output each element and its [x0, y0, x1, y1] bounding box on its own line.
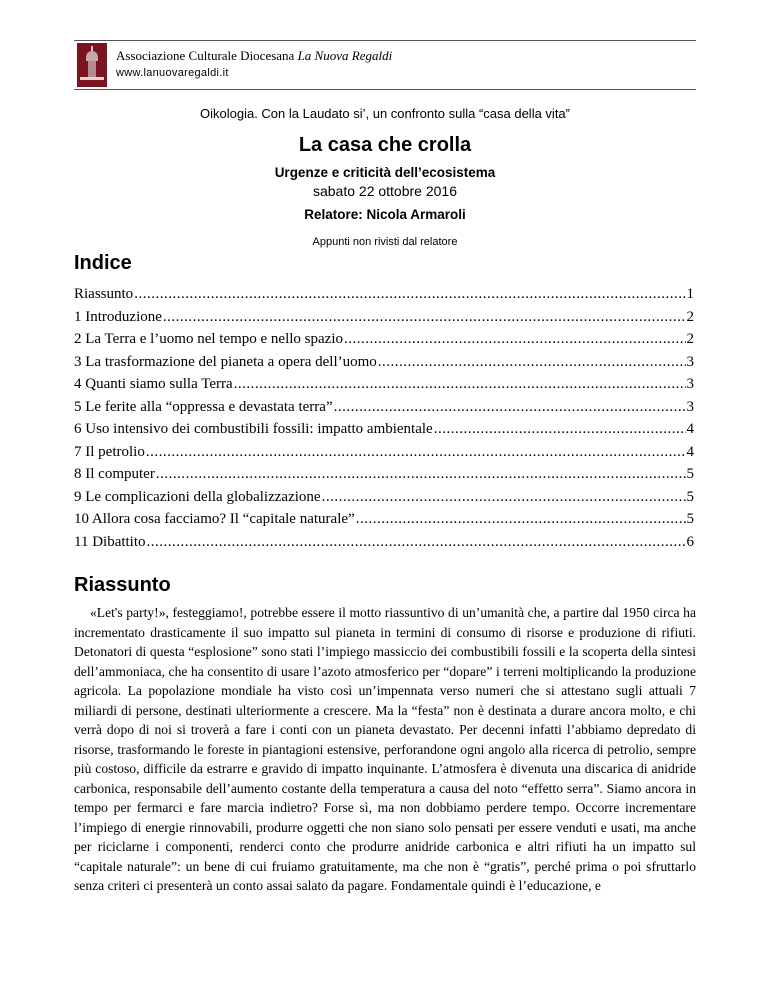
toc-entry-title: 5 Le ferite alla “oppressa e devastata terra” — [74, 398, 333, 415]
toc-leader-dots — [334, 396, 686, 419]
series-title: Oikologia. Con la Laudato si’, un confronto sulla “casa della vita” — [200, 106, 570, 121]
toc-entry-page: 1 — [686, 286, 694, 302]
event-date: sabato 22 ottobre 2016 — [312, 183, 457, 199]
summary-heading: Riassunto — [74, 574, 171, 596]
toc-entry-page: 4 — [686, 421, 694, 437]
toc-entry-title: 1 Introduzione — [74, 308, 162, 325]
association-name-regular: Associazione Culturale Diocesana — [116, 48, 295, 63]
association-name-italic: La Nuova Regaldi — [297, 48, 393, 63]
index-heading: Indice — [74, 252, 132, 274]
toc-entry-page: 4 — [686, 443, 694, 460]
toc-entry-title: 6 Uso intensivo dei combustibili fossili: impatto ambientale — [74, 421, 433, 437]
toc-entry-page: 5 — [686, 511, 694, 527]
toc-entry[interactable] — [74, 351, 694, 374]
toc-entry-title: 8 Il computer — [74, 466, 155, 482]
association-logo — [77, 43, 107, 87]
toc-entry-title: 4 Quanti siamo sulla Terra — [74, 376, 233, 392]
toc-entry-page: 2 — [686, 308, 694, 325]
toc-leader-dots — [146, 441, 686, 464]
toc-entry[interactable] — [74, 306, 694, 329]
toc-entry[interactable] — [74, 373, 694, 396]
toc-entry-page: 6 — [686, 533, 694, 550]
toc-entry[interactable] — [74, 486, 694, 509]
toc-leader-dots — [378, 351, 686, 374]
toc-entry-title: 7 Il petrolio — [74, 443, 145, 460]
association-name — [116, 48, 392, 64]
toc-entry[interactable] — [74, 531, 694, 554]
toc-leader-dots — [434, 418, 686, 441]
table-of-contents — [74, 283, 694, 553]
toc-entry-page: 3 — [686, 353, 694, 370]
toc-entry[interactable] — [74, 418, 694, 441]
header-rule-bottom — [74, 89, 696, 90]
toc-entry-title: 3 La trasformazione del pianeta a opera dell’uomo — [74, 353, 377, 370]
toc-entry-page: 3 — [686, 376, 694, 392]
toc-leader-dots — [344, 328, 686, 351]
toc-leader-dots — [134, 283, 685, 306]
toc-entry-title: 9 Le complicazioni della globalizzazione — [74, 488, 321, 505]
editorial-note: Appunti non rivisti dal relatore — [312, 236, 458, 248]
toc-entry[interactable] — [74, 328, 694, 351]
toc-entry-page: 5 — [686, 466, 694, 482]
summary-text: «Let's party!», festeggiamo!, potrebbe essere il motto riassuntivo di un’umanità che, a partire dal 1950 circa ha incrementato drasticamente il suo impatto sul pianeta in termini di consumo di risorse e produzione di rifiuti. Detonatori di questa “esplosione” sono stati l’impiego massiccio dei combustibili fossili e la scoperta della sintesi dell’ammoniaca, che ha consentito di usare l’azoto atmosferico per “dopare” i terreni moltiplicando la produzione agricola. La popolazione mondiale ha visto così un’impennata verso numeri che si attestano sugli attuali 7 miliardi di persone, destinati ulteriormente a crescere. Ma la “festa” non è destinata a durare ancora molto, e chi verrà dopo di noi si troverà a fare i conti con un pianeta devastato. Per decenni infatti l’abbiamo depredato di risorse, trasformando le foreste in piantagioni estensive, perforandone ogni angolo alla ricerca di petrolio, sempre più costoso, difficile da estrarre e gravido di impatto inquinante. L’atmosfera è divenuta una discarica di anidride carbonica, responsabile dell’aumento costante della temperatura a causa del noto “effetto serra”. Siamo ancora in tempo per fermarci e fare marcia indietro? Forse sì, ma non dobbiamo perdere tempo. Occorre incrementare l’impiego di energie rinnovabili, produrre oggetti che non siano solo pensati per essere venduti e usati, ma anche per riciclarne i componenti, renderci conto che produrre anidride carbonica e altri rifiuti ha un impatto sul “capitale naturale”: un bene di cui fruiamo gratuitamente, ma che non è “gratis”, perché prima o poi sfruttarlo senza criteri ci presenterà un conto assai salato da pagare. Fondamentale quindi è l’educazione, e — [74, 605, 696, 893]
toc-entry-title: 11 Dibattito — [74, 533, 146, 550]
header-rule-top — [74, 40, 696, 41]
speaker: Relatore: Nicola Armaroli — [304, 207, 466, 222]
toc-entry-title: 2 La Terra e l’uomo nel tempo e nello spazio — [74, 331, 343, 347]
toc-leader-dots — [163, 306, 686, 329]
toc-entry-page: 5 — [686, 488, 694, 505]
toc-leader-dots — [356, 508, 686, 531]
toc-entry-title: 10 Allora cosa facciamo? Il “capitale naturale” — [74, 511, 355, 527]
document-title: La casa che crolla — [298, 134, 472, 156]
toc-entry-page: 2 — [686, 331, 694, 347]
toc-entry[interactable] — [74, 508, 694, 531]
toc-entry-page: 3 — [686, 398, 694, 415]
toc-entry[interactable] — [74, 396, 694, 419]
toc-entry[interactable] — [74, 283, 694, 306]
toc-leader-dots — [147, 531, 686, 554]
toc-leader-dots — [322, 486, 686, 509]
toc-entry-title: Riassunto — [74, 286, 134, 302]
toc-leader-dots — [234, 373, 686, 396]
document-subtitle: Urgenze e criticità dell’ecosistema — [274, 165, 496, 180]
toc-entry[interactable] — [74, 441, 694, 464]
website-link[interactable]: www.lanuovaregaldi.it — [116, 67, 229, 79]
toc-leader-dots — [156, 463, 686, 486]
toc-entry[interactable] — [74, 463, 694, 486]
